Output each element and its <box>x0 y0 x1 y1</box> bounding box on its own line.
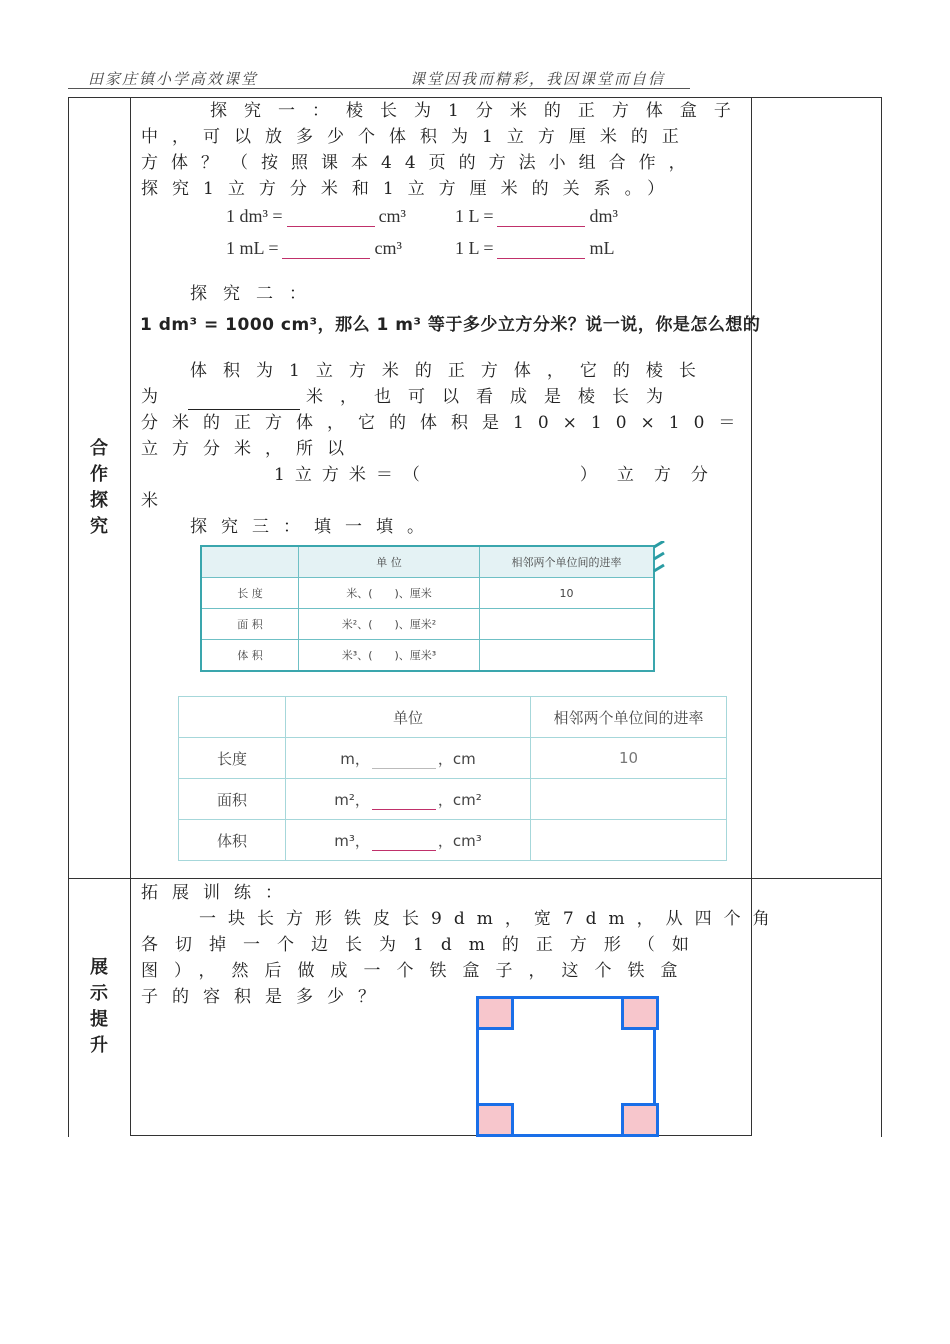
corner-square-bottom-right <box>621 1103 659 1137</box>
t1-row-length-units: 米、( )、厘米 <box>299 578 480 609</box>
header-school: 田家庄镇小学高效课堂 <box>88 70 259 88</box>
frame-mid <box>68 878 882 879</box>
t1-row-length-name: 长 度 <box>201 578 299 609</box>
extend-line1: 一块长方形铁皮长9dm，宽7dm，从四个角 <box>199 909 782 929</box>
t2-row-volume-units: m³， ，cm³ <box>286 820 531 861</box>
corner-square-bottom-left <box>476 1103 514 1137</box>
section-label-show: 展 示 提 升 <box>90 957 108 1056</box>
t2-blank-area[interactable] <box>372 795 436 810</box>
explore2-question: 1 dm³ = 1000 cm³，那么 1 m³ 等于多少立方分米？说一说，你是怎么想的 <box>140 315 761 335</box>
equation-mL-cm3: 1 mL = cm³ <box>226 238 402 258</box>
frame-left <box>68 97 69 1137</box>
explore3-title: 探究三：填一填。 <box>190 517 438 537</box>
explore1-line2: 中，可以放多少个体积为1立方厘米的正 <box>141 127 693 147</box>
t2-row-area-rate[interactable] <box>531 779 727 820</box>
extend-title: 拓展训练： <box>141 883 296 903</box>
equation-L-mL: 1 L = mL <box>455 238 615 258</box>
equation-L-dm3: 1 L = dm³ <box>455 206 618 226</box>
t2-row-length-name: 长度 <box>179 738 286 779</box>
explore2-line4: 立方分米，所以 <box>141 439 358 459</box>
t1-row-area-units: 米²、( )、厘米² <box>299 609 480 640</box>
frame-col1 <box>130 97 131 1136</box>
t1-header-rate: 相邻两个单位间的进率 <box>480 546 655 578</box>
header-motto: 课堂因我而精彩，我因课堂而自信 <box>410 70 666 88</box>
frame-right <box>881 97 882 1137</box>
explore2-line2: 为 米，也可以看成是棱长为 <box>141 384 680 410</box>
explore1-line3: 方体？（按照课本44页的方法小组合作， <box>141 153 699 173</box>
t2-row-length-units: m， ，cm <box>286 738 531 779</box>
blank-mL-cm3[interactable] <box>282 240 370 259</box>
t1-row-area-rate <box>480 609 655 640</box>
t2-row-area-name: 面积 <box>179 779 286 820</box>
t1-row-area-name: 面 积 <box>201 609 299 640</box>
t2-row-volume-rate[interactable] <box>531 820 727 861</box>
extend-line4: 子的容积是多少？ <box>141 987 389 1007</box>
explore2-line5: 1立方米＝（ ）立方分 <box>274 465 728 485</box>
frame-col2 <box>751 97 752 1136</box>
t1-row-volume-units: 米³、( )、厘米³ <box>299 640 480 672</box>
corner-square-top-left <box>476 996 514 1030</box>
t2-header-empty <box>179 697 286 738</box>
section-label-cooperate: 合 作 探 究 <box>90 438 108 537</box>
t2-row-volume-name: 体积 <box>179 820 286 861</box>
corner-square-top-right <box>621 996 659 1030</box>
blank-dm3-cm3[interactable] <box>287 208 375 227</box>
t2-blank-volume[interactable] <box>372 836 436 851</box>
t1-row-volume-name: 体 积 <box>201 640 299 672</box>
extend-line2: 各切掉一个边长为1dm的正方形（如 <box>141 935 706 955</box>
t1-row-length-rate: 10 <box>480 578 655 609</box>
t2-row-length-rate: 10 <box>531 738 727 779</box>
explore2-line3: 分米的正方体，它的体积是10×10×10＝ <box>141 413 750 433</box>
blank-L-mL[interactable] <box>497 240 585 259</box>
extend-line3: 图），然后做成一个铁盒子，这个铁盒 <box>141 961 694 981</box>
explore2-line1: 体积为1立方米的正方体，它的棱长 <box>190 361 712 381</box>
t1-row-volume-rate <box>480 640 655 672</box>
unit-fill-table <box>178 696 727 861</box>
table-corner-stripes <box>652 541 666 581</box>
t2-header-unit: 单位 <box>286 697 531 738</box>
blank-L-dm3[interactable] <box>497 208 585 227</box>
t1-header-unit: 单 位 <box>299 546 480 578</box>
explore1-line1: 探究一：棱长为1分米的正方体盒子 <box>210 101 748 121</box>
t2-row-area-units: m²， ，cm² <box>286 779 531 820</box>
t1-header-empty <box>201 546 299 578</box>
explore2-title: 探究二： <box>190 284 322 304</box>
explore2-line6: 米 <box>141 491 172 511</box>
equation-dm3-cm3: 1 dm³ = cm³ <box>226 206 406 226</box>
header-rule <box>68 88 690 89</box>
explore1-line4: 探究1立方分米和1立方厘米的关系。） <box>141 179 679 199</box>
iron-sheet-diagram <box>476 996 656 1137</box>
t2-header-rate: 相邻两个单位间的进率 <box>531 697 727 738</box>
blank-edge-meter[interactable] <box>188 391 300 410</box>
textbook-unit-table <box>200 545 655 672</box>
t2-blank-length[interactable] <box>372 754 436 769</box>
